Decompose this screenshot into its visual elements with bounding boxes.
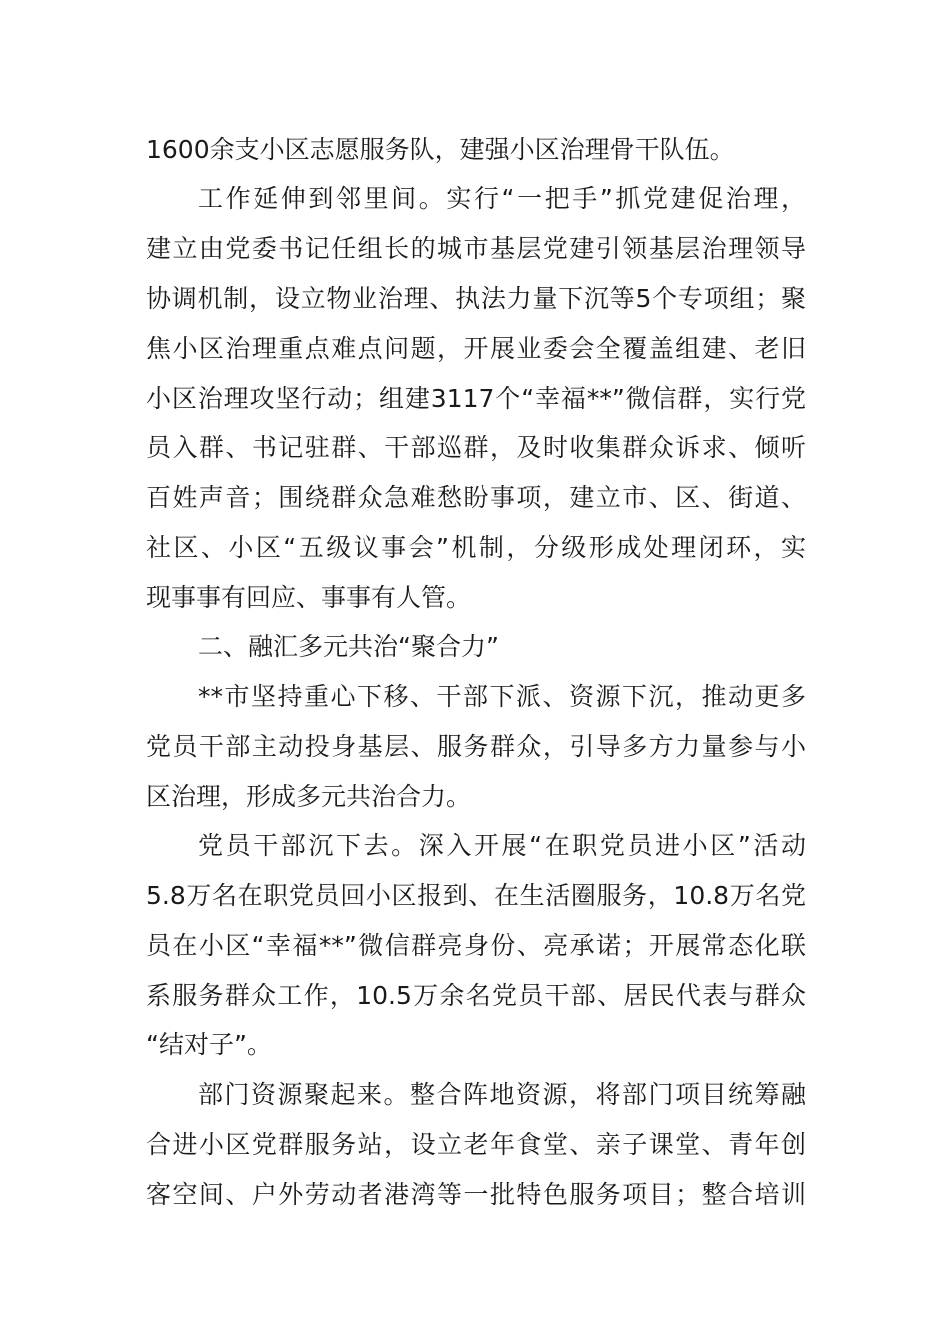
- section-heading: 二、融汇多元共治“聚合力”: [198, 632, 499, 661]
- text-line: 5.8万名在职党员回小区报到、在生活圈服务，10.8万名党: [146, 881, 806, 910]
- text-line: 合进小区党群服务站，设立老年食堂、亲子课堂、青年创: [146, 1130, 806, 1159]
- text-line: “结对子”。: [146, 1030, 272, 1059]
- text-line: 员入群、书记驻群、干部巡群，及时收集群众诉求、倾听: [146, 433, 806, 462]
- text-line: 焦小区治理重点难点问题，开展业委会全覆盖组建、老旧: [146, 334, 806, 363]
- text-line: 工作延伸到邻里间。实行“一把手”抓党建促治理，: [198, 184, 806, 213]
- text-line: 小区治理攻坚行动；组建3117个“幸福**”微信群，实行党: [146, 384, 806, 413]
- text-line: 建立由党委书记任组长的城市基层党建引领基层治理领导: [146, 234, 806, 263]
- text-line: 党员干部沉下去。深入开展“在职党员进小区”活动: [198, 831, 806, 860]
- text-line: 1600余支小区志愿服务队，建强小区治理骨干队伍。: [146, 135, 735, 164]
- text-line: 客空间、户外劳动者港湾等一批特色服务项目；整合培训: [146, 1180, 806, 1209]
- text-line: 员在小区“幸福**”微信群亮身份、亮承诺；开展常态化联: [146, 931, 806, 960]
- text-line: 社区、小区“五级议事会”机制，分级形成处理闭环，实: [146, 533, 806, 562]
- text-line: 部门资源聚起来。整合阵地资源，将部门项目统筹融: [198, 1080, 806, 1109]
- text-line: 百姓声音；围绕群众急难愁盼事项，建立市、区、街道、: [146, 483, 806, 512]
- text-line: 党员干部主动投身基层、服务群众，引导多方力量参与小: [146, 732, 806, 761]
- text-line: 系服务群众工作，10.5万余名党员干部、居民代表与群众: [146, 981, 806, 1010]
- text-line: 协调机制，设立物业治理、执法力量下沉等5个专项组；聚: [146, 284, 806, 313]
- text-line: 区治理，形成多元共治合力。: [146, 782, 472, 811]
- text-line: **市坚持重心下移、干部下派、资源下沉，推动更多: [198, 682, 806, 711]
- text-line: 现事事有回应、事事有人管。: [146, 583, 472, 612]
